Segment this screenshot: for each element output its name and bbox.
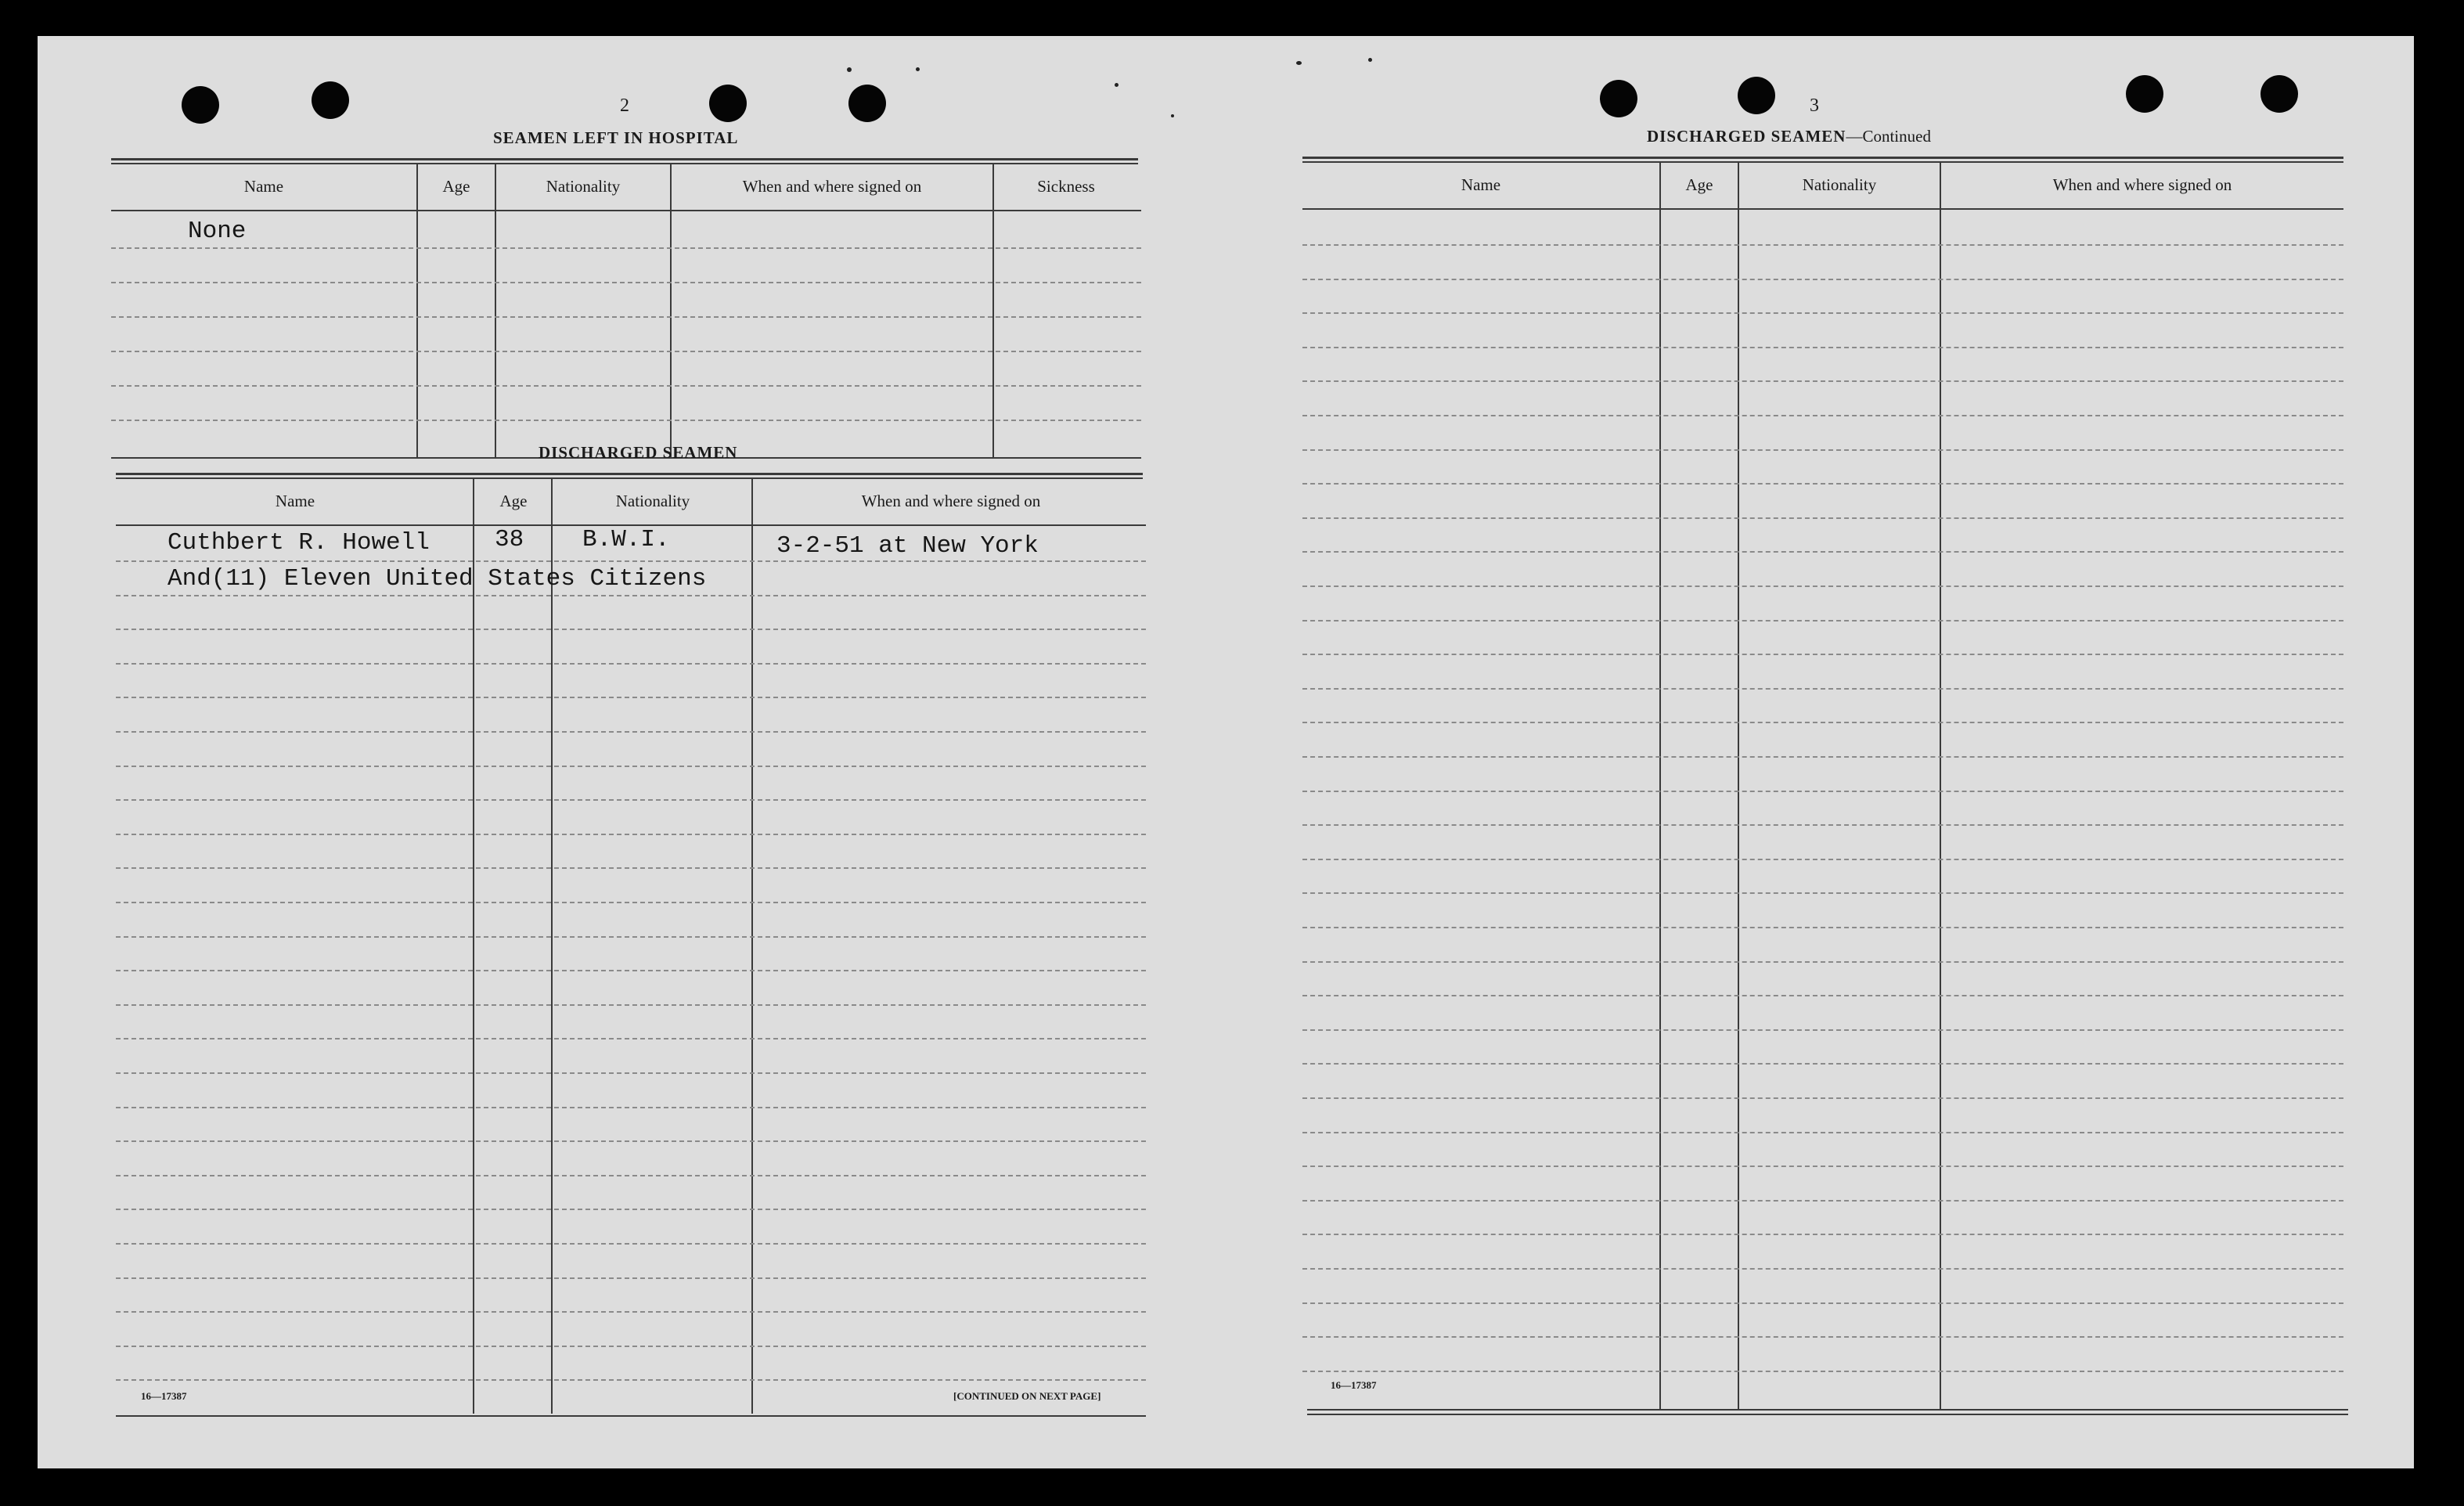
punch-hole: [2260, 75, 2298, 113]
rule: [1302, 157, 2343, 159]
row-line: [1302, 1234, 2343, 1235]
row-line: [1302, 756, 2343, 758]
row-line: [116, 799, 1146, 801]
punch-hole: [1738, 77, 1775, 114]
punch-hole: [312, 81, 349, 119]
speck: [1115, 83, 1119, 87]
row-line: [116, 936, 1146, 938]
punch-hole: [848, 85, 886, 122]
additional-seamen-note: And(11) Eleven United States Citizens: [168, 565, 707, 593]
row-line: [116, 731, 1146, 733]
seaman-signed-on: 3-2-51 at New York: [776, 532, 1039, 560]
speck: [1368, 58, 1372, 62]
row-line: [116, 1140, 1146, 1142]
rule: [1307, 1409, 2348, 1411]
speck: [847, 67, 852, 72]
row-line: [116, 663, 1146, 665]
row-line: [111, 385, 1141, 387]
punch-hole: [1600, 80, 1637, 117]
row-line: [1302, 1132, 2343, 1133]
rule: [116, 473, 1143, 475]
rule: [111, 163, 1138, 164]
row-line: [116, 834, 1146, 835]
seaman-nationality: B.W.I.: [582, 526, 670, 553]
row-line: [1302, 1200, 2343, 1202]
row-line: [116, 1004, 1146, 1006]
right-header-signed-on: When and where signed on: [2052, 175, 2232, 194]
punch-hole: [2126, 75, 2163, 113]
row-line: [116, 867, 1146, 869]
row-line: [116, 1038, 1146, 1039]
row-line: [1302, 1029, 2343, 1031]
row-line: [116, 1209, 1146, 1210]
right-header-name: Name: [1461, 175, 1501, 194]
row-line: [116, 1107, 1146, 1108]
hospital-header-nationality: Nationality: [546, 177, 621, 196]
rule: [1302, 208, 2343, 210]
right-title-suffix: —Continued: [1846, 127, 1931, 146]
row-line: [116, 766, 1146, 767]
hospital-section-title: SEAMEN LEFT IN HOSPITAL: [493, 128, 739, 147]
column-rule: [495, 164, 496, 457]
row-line: [1302, 927, 2343, 928]
row-line: [1302, 892, 2343, 894]
row-line: [111, 282, 1141, 283]
seaman-age: 38: [495, 526, 524, 553]
row-line: [1302, 1336, 2343, 1338]
column-rule: [1738, 163, 1739, 1409]
row-line: [1302, 1302, 2343, 1304]
rule: [116, 1415, 1146, 1417]
continued-note: [CONTINUED ON NEXT PAGE]: [953, 1390, 1101, 1402]
row-line: [1302, 722, 2343, 723]
row-line: [111, 316, 1141, 318]
row-line: [111, 247, 1141, 249]
row-line: [1302, 1166, 2343, 1167]
row-line: [1302, 1268, 2343, 1270]
row-line: [116, 1379, 1146, 1381]
row-line: [116, 697, 1146, 698]
rule: [1307, 1414, 2348, 1415]
row-line: [1302, 1097, 2343, 1099]
row-line: [111, 420, 1141, 421]
hospital-header-signed-on: When and where signed on: [742, 177, 922, 196]
discharged-header-signed-on: When and where signed on: [861, 492, 1041, 510]
row-line: [116, 1175, 1146, 1176]
row-line: [1302, 961, 2343, 963]
row-line: [116, 1277, 1146, 1279]
row-line: [1302, 1063, 2343, 1065]
rule: [116, 477, 1143, 479]
speck: [916, 67, 920, 71]
right-section-title: [1647, 127, 1931, 146]
row-line: [116, 560, 1146, 562]
discharged-header-name: Name: [275, 492, 315, 510]
rule: [111, 210, 1141, 211]
row-line: [1302, 1371, 2343, 1372]
speck: [1171, 114, 1174, 117]
column-rule: [1659, 163, 1661, 1409]
left-page-number: 2: [620, 95, 629, 116]
row-line: [1302, 995, 2343, 996]
hospital-header-name: Name: [243, 177, 284, 196]
row-line: [1302, 483, 2343, 485]
row-line: [116, 629, 1146, 630]
discharged-section-title: DISCHARGED SEAMEN: [539, 443, 738, 462]
row-line: [116, 1346, 1146, 1347]
row-line: [1302, 517, 2343, 519]
column-rule: [670, 164, 672, 457]
row-line: [1302, 347, 2343, 348]
speck: [1296, 61, 1302, 65]
discharged-header-age: Age: [499, 492, 528, 510]
row-line: [1302, 585, 2343, 587]
hospital-header-age: Age: [442, 177, 470, 196]
seaman-name: Cuthbert R. Howell: [168, 529, 430, 557]
right-header-nationality: Nationality: [1802, 175, 1877, 194]
right-page-number: 3: [1810, 95, 1819, 116]
column-rule: [1940, 163, 1941, 1409]
row-line: [1302, 654, 2343, 655]
row-line: [1302, 449, 2343, 451]
column-rule: [473, 479, 474, 1414]
rule: [1302, 161, 2343, 163]
column-rule: [992, 164, 994, 457]
column-rule: [751, 479, 753, 1414]
row-line: [1302, 859, 2343, 860]
row-line: [116, 1072, 1146, 1074]
row-line: [1302, 244, 2343, 246]
row-line: [1302, 688, 2343, 690]
punch-hole: [709, 85, 747, 122]
row-line: [1302, 312, 2343, 314]
row-line: [116, 1243, 1146, 1245]
row-line: [116, 595, 1146, 596]
row-line: [1302, 791, 2343, 792]
right-form-number: 16—17387: [1331, 1379, 1377, 1391]
document-sheet: [38, 36, 2414, 1468]
discharged-header-nationality: Nationality: [615, 492, 690, 510]
row-line: [1302, 380, 2343, 382]
left-form-number: 16—17387: [141, 1390, 187, 1402]
row-line: [1302, 279, 2343, 280]
column-rule: [551, 479, 553, 1414]
hospital-header-sickness: Sickness: [1037, 177, 1095, 196]
punch-hole: [182, 86, 219, 124]
rule: [111, 158, 1138, 160]
row-line: [1302, 415, 2343, 416]
column-rule: [416, 164, 418, 457]
right-header-age: Age: [1685, 175, 1713, 194]
row-line: [116, 902, 1146, 903]
right-title-main: DISCHARGED SEAMEN: [1647, 127, 1846, 146]
row-line: [1302, 824, 2343, 826]
row-line: [111, 351, 1141, 352]
row-line: [116, 970, 1146, 971]
hospital-entry-none: None: [188, 218, 247, 245]
row-line: [1302, 551, 2343, 553]
row-line: [116, 1311, 1146, 1313]
row-line: [1302, 620, 2343, 621]
